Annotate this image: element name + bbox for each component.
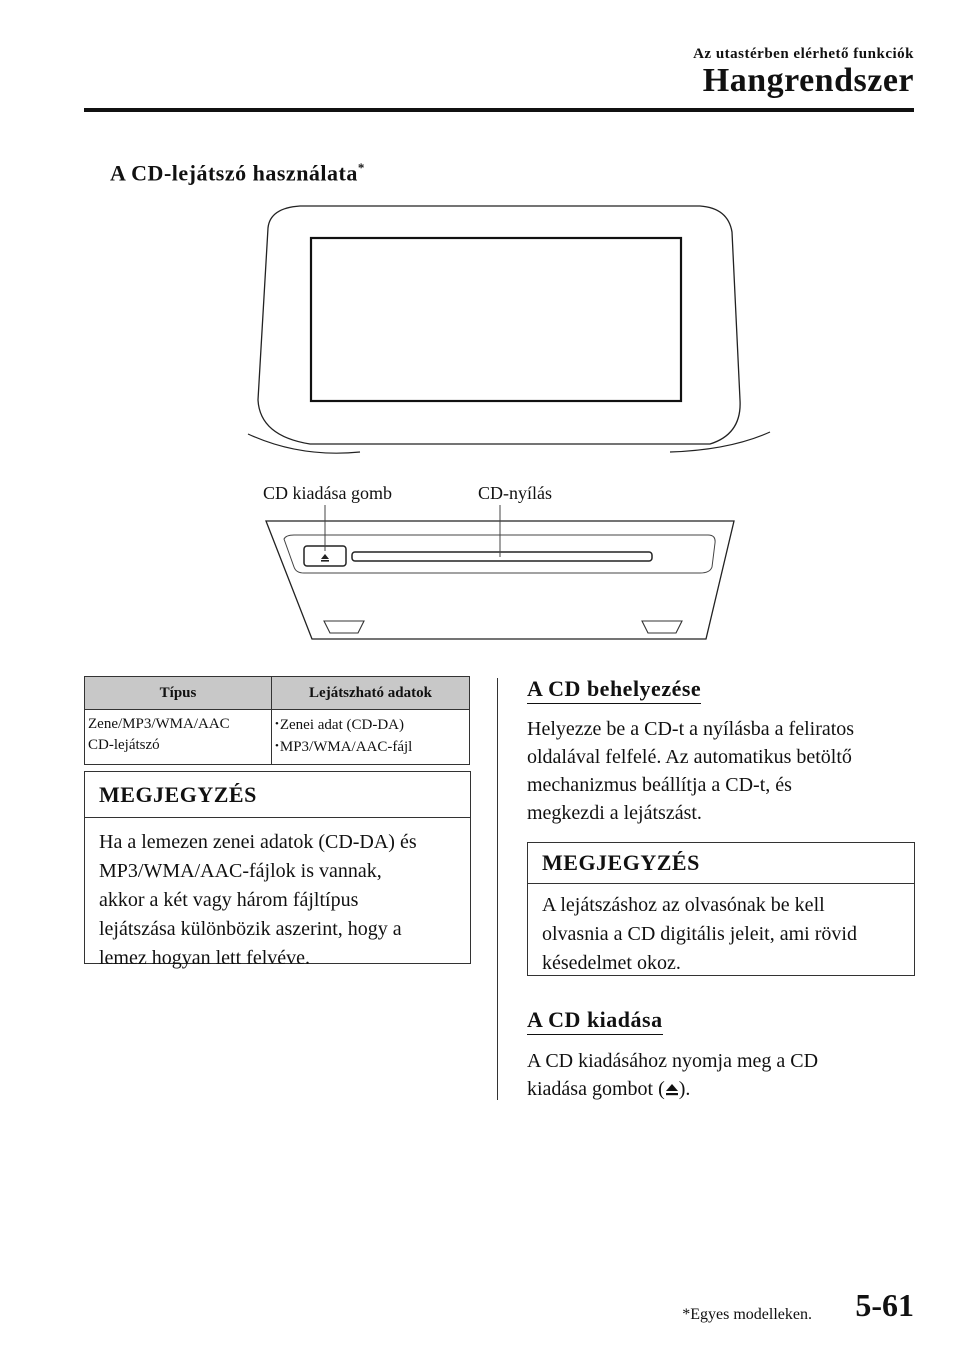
note-box-mixed-formats: [84, 771, 471, 969]
label-eject-button: CD kiadása gomb: [263, 483, 392, 503]
label-cd-slot: CD-nyílás: [478, 483, 552, 503]
heading-eject-cd: A CD kiadása: [527, 1007, 663, 1035]
list-item: • Zenei adat (CD-DA): [275, 714, 466, 736]
eject-icon: [665, 1082, 679, 1096]
display-unit-illustration: [240, 200, 780, 460]
cd-unit-illustration: [260, 505, 740, 655]
chapter-title: Hangrendszer: [702, 62, 914, 99]
section-header: Az utastérben elérhető funkciók: [693, 46, 914, 62]
list-item: • MP3/WMA/AAC-fájl: [275, 736, 466, 758]
section-title: A CD-lejátszó használata*: [110, 160, 365, 186]
note-title: MEGJEGYZÉS: [85, 772, 470, 818]
table-header-type: Típus: [85, 677, 272, 710]
insert-paragraph: Helyezze be a CD-t a nyílásba a feliratos oldalával felfelé. Az automatikus betöltő mechanizmus beállítja a CD-t, és megkezdi a lejátszást.: [527, 718, 855, 824]
note-box-reading-delay: [527, 842, 915, 976]
note-body: Ha a lemezen zenei adatok (CD-DA) és MP3/WMA/AAC-fájlok is vannak, akkor a két vagy három fájltípus lejátszása különbözik aszerint, hogy a lemez hogyan lett felvéve.: [99, 831, 417, 969]
cd-slot: [352, 552, 652, 561]
header-rule: [84, 108, 914, 112]
table-header-data: Lejátszható adatok: [272, 677, 470, 710]
table-row: [85, 710, 470, 765]
page-number: 5-61: [855, 1287, 914, 1323]
table-cell-data: [272, 710, 470, 765]
footnote: *Egyes modelleken.: [682, 1306, 812, 1323]
table-cell-type: Zene/MP3/WMA/AAC CD-lejátszó: [85, 710, 272, 765]
note-body: A lejátszáshoz az olvasónak be kell olvasnia a CD digitális jeleit, ami rövid késedelmet okoz.: [542, 894, 857, 974]
note-title: MEGJEGYZÉS: [528, 843, 914, 884]
display-screen: [311, 238, 681, 401]
playable-data-table: [84, 676, 470, 765]
heading-insert-cd: A CD behelyezése: [527, 676, 701, 704]
eject-paragraph: A CD kiadásához nyomja meg a CD kiadása gombot ( ).: [527, 1050, 819, 1100]
column-divider: [497, 678, 498, 1100]
